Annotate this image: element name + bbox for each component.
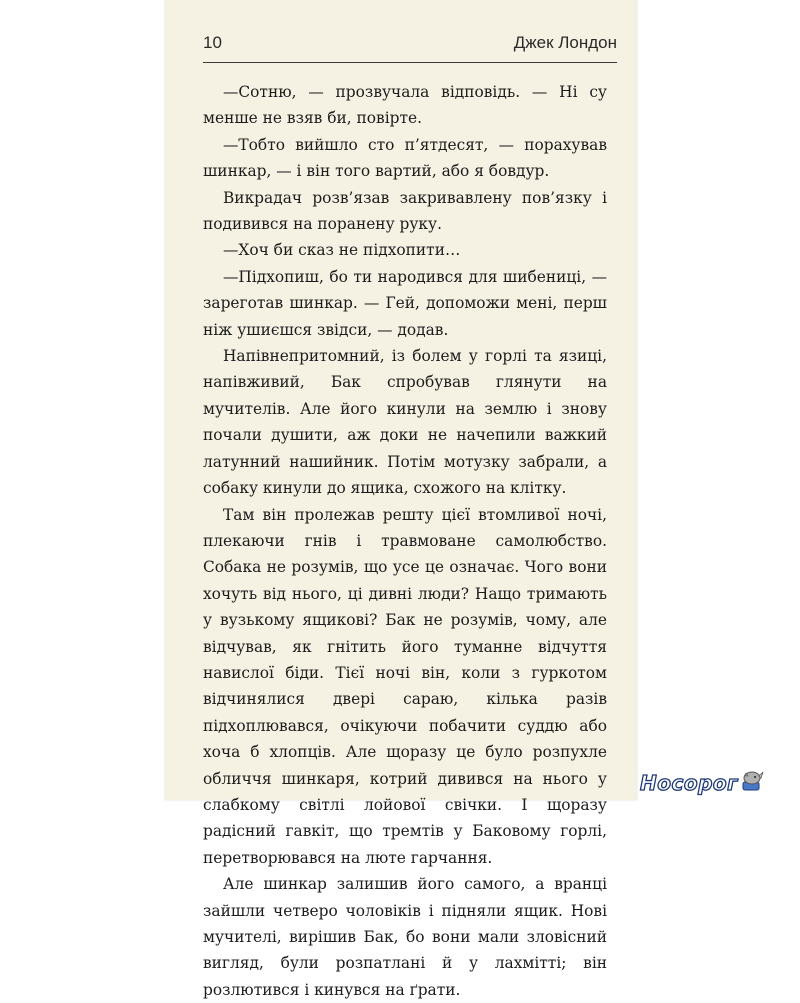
paragraph: Напівнепритомний, із болем у горлі та язиці, напівживий, Бак спробував глянути на мучителів. Але його кинули на землю і знову почали душити, аж доки не начепили важкий латунний нашийник. Потім мотузку забрали, а собаку кинули до ящика, схожого на клітку.: [203, 347, 607, 498]
paragraph: —Сотню, — прозвучала відповідь. — Ні су менше не взяв би, повірте.: [203, 83, 607, 128]
body-text: [203, 79, 607, 1003]
page-number: 10: [203, 33, 222, 52]
rhino-icon: [740, 770, 764, 796]
paragraph: Там він пролежав решту цієї втомливої ночі, плекаючи гнів і травмоване самолюбство. Собака не розумів, що усе це означає. Чого вони хочуть від нього, ці дивні люди? Нащо тримають у вузькому ящикові? Бак не розумів, чому, але відчував, як гнітить його туманне відчуття навислої біди. Тієї ночі він, коли з гуркотом відчинялися двері сараю, кілька разів підхоплювався, очікуючи побачити суддю або хоча б хлопців. Але щоразу це було розпухле обличчя шинкаря, котрий дивився на нього у слабкому світлі лойової свічки. І щоразу радісний гавкіт, що тремтів у Баковому горлі, перетворювався на люте гарчання.: [203, 505, 607, 867]
paragraph: —Хоч би сказ не підхопити…: [223, 241, 461, 260]
book-page: [165, 0, 637, 999]
book-author: Джек Лондон: [513, 33, 617, 52]
paragraph: Викрадач розв’язав закривавлену пов’язку і подивився на поранену руку.: [203, 188, 607, 234]
running-head: [203, 33, 617, 57]
paragraph: —Підхопиш, бо ти народився для шибениці, — зареготав шинкар. — Гей, допоможи мені, перш ніж ушиєшся звідси, — додав.: [203, 267, 607, 339]
paragraph: —Тобто вийшло сто п’ятдесят, — порахував шинкар, — і він того вартий, або я бовдур.: [203, 135, 607, 181]
watermark-logo-text: Носорог: [640, 771, 739, 795]
header-rule: [203, 62, 617, 63]
store-watermark: [640, 770, 764, 796]
paragraph: Але шинкар залишив його самого, а вранці зайшли четверо чоловіків і підняли ящик. Нові мучителі, вирішив Бак, бо вони мали зловісний вигляд, були розпатлані й у лахмітті; він розлютився і кинувся на ґрати.: [203, 875, 607, 999]
